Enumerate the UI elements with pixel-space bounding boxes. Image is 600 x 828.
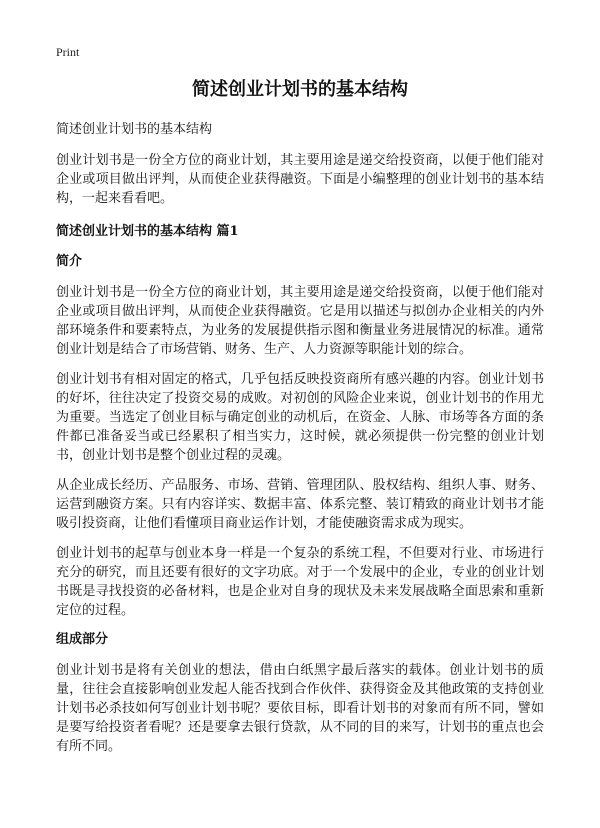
section-heading: 简述创业计划书的基本结构 篇1 — [56, 224, 239, 239]
document-title: 简述创业计划书的基本结构 — [192, 79, 408, 100]
paragraph: 创业计划书是将有关创业的想法，借由白纸黑字最后落实的载体。创业计划书的质量，往往会直接影响创业发起人能否找到合作伙伴、获得资金及其他政策的支持创业计划书必杀技如何写创业计划书呢？要依目标，即看计划书的对象而有所不同，譬如是要写给投资者看呢？还是要拿去银行贷款，从不同的目的来写，计划书的重点也会有所不同。 — [56, 663, 544, 754]
subsection-heading-components: 组成部分 — [56, 632, 109, 647]
paragraph: 创业计划书有相对固定的格式，几乎包括反映投资商所有感兴趣的内容。创业计划书的好坏，往往决定了投资交易的成败。对初创的风险企业来说，创业计划书的作用尤为重要。当选定了创业目标与确定创业的动机后，在资金、人脉、市场等各方面的条件都已准备妥当或已经累积了相当实力，这时候，就必须提供一份完整的创业计划书，创业计划书是整个创业过程的灵魂。 — [56, 372, 544, 463]
paragraph: 创业计划书的起草与创业本身一样是一个复杂的系统工程，不但要对行业、市场进行充分的研究，而且还要有很好的文字功底。对于一个发展中的企业，专业的创业计划书既是寻找投资的必备材料，也是企业对自身的现状及未来发展战略全面思索和重新定位的过程。 — [56, 546, 544, 618]
print-link[interactable]: Print — [56, 45, 80, 59]
paragraph: 创业计划书是一份全方位的商业计划，其主要用途是递交给投资商，以便于他们能对企业或项目做出评判，从而使企业获得融资。它是用以描述与拟创办企业相关的内外部环境条件和要素特点，为业务的发展提供指示图和衡量业务进展情况的标准。通常创业计划是结合了市场营销、财务、生产、人力资源等职能计划的综合。 — [56, 285, 544, 357]
intro-paragraph: 创业计划书是一份全方位的商业计划，其主要用途是递交给投资商，以便于他们能对企业或项目做出评判，从而使企业获得融资。下面是小编整理的创业计划书的基本结构，一起来看看吧。 — [56, 153, 544, 206]
subsection-heading-intro: 简介 — [56, 254, 83, 269]
document-subtitle: 简述创业计划书的基本结构 — [56, 122, 213, 137]
paragraph: 从企业成长经历、产品服务、市场、营销、管理团队、股权结构、组织人事、财务、运营到融资方案。只有内容详实、数据丰富、体系完整、装订精致的商业计划书才能吸引投资商，让他们看懂项目商业运作计划，才能使融资需求成为现实。 — [56, 478, 544, 531]
